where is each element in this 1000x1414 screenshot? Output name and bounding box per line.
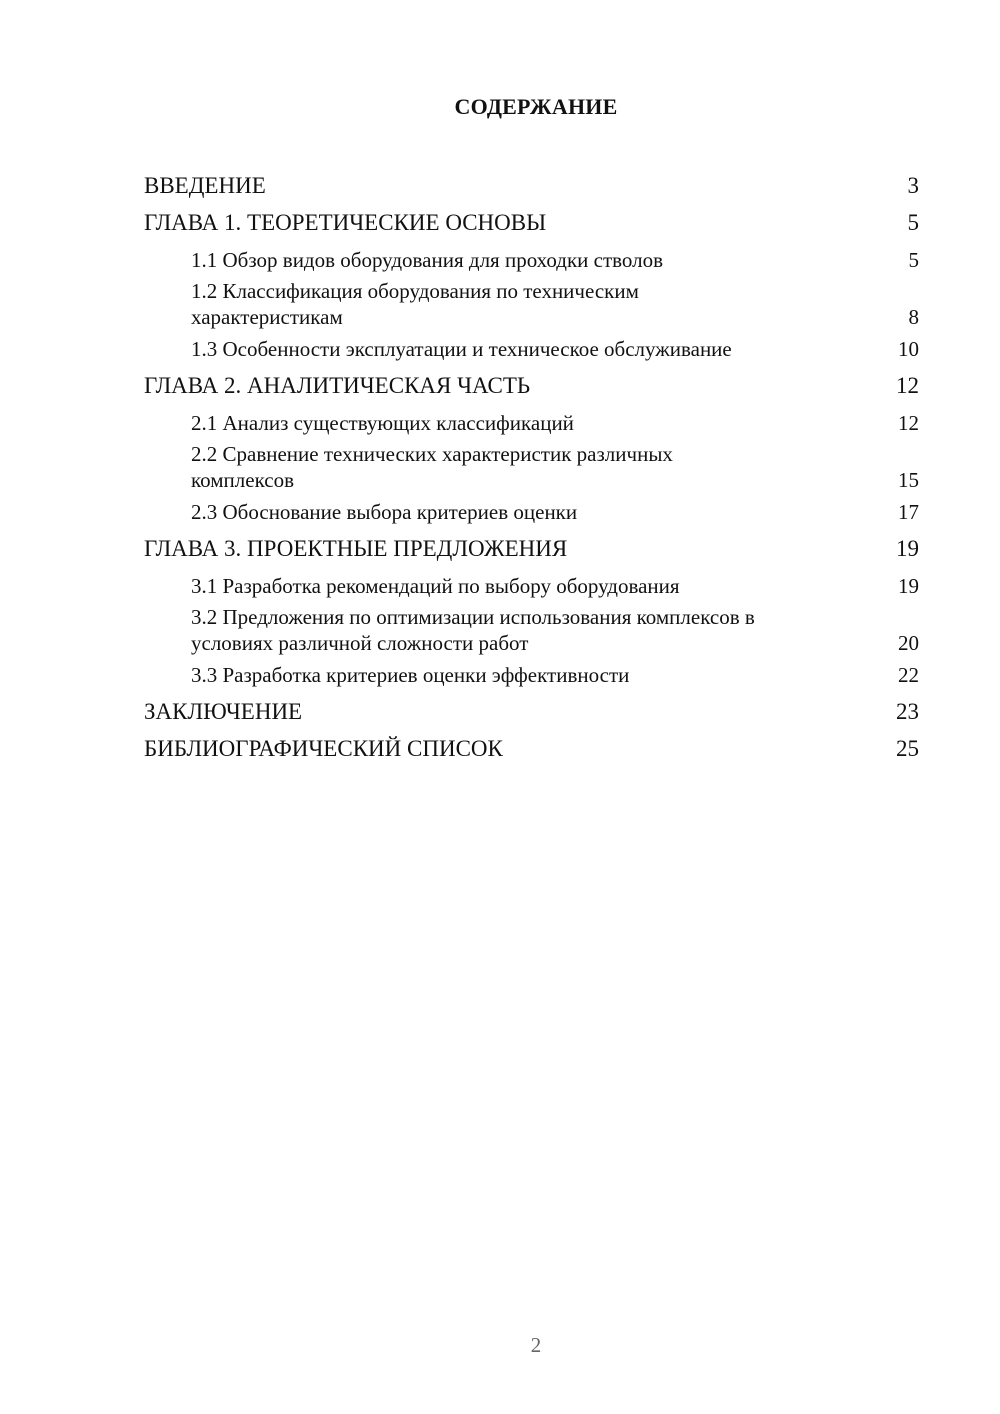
toc-entry-label: 3.1 Разработка рекомендаций по выбору оборудования <box>191 573 680 598</box>
toc-entry-label: 3.3 Разработка критериев оценки эффективности <box>191 662 630 687</box>
toc-entry-page: 5 <box>907 210 919 235</box>
toc-entry-section-3-3[interactable] <box>144 662 919 688</box>
toc-entry-introduction[interactable] <box>144 167 919 204</box>
toc-entry-label: ГЛАВА 2. АНАЛИТИЧЕСКАЯ ЧАСТЬ <box>144 373 531 398</box>
toc-entry-page: 12 <box>898 410 919 435</box>
toc-entry-page: 15 <box>898 468 919 492</box>
toc-entry-page: 25 <box>896 736 919 761</box>
toc-entry-label: ГЛАВА 1. ТЕОРЕТИЧЕСКИЕ ОСНОВЫ <box>144 210 547 235</box>
toc-entry-section-2-2[interactable] <box>144 441 919 493</box>
toc-entry-label: 2.2 Сравнение технических характеристик различных комплексов <box>191 442 673 492</box>
toc-entry-chapter-2[interactable] <box>144 367 919 404</box>
toc-entry-label: ГЛАВА 3. ПРОЕКТНЫЕ ПРЕДЛОЖЕНИЯ <box>144 536 568 561</box>
toc-entry-page: 22 <box>898 662 919 687</box>
toc-entry-chapter-3[interactable] <box>144 530 919 567</box>
toc-entry-section-3-2[interactable] <box>144 604 919 656</box>
toc-entry-section-1-1[interactable] <box>144 247 919 273</box>
page-number: 2 <box>530 1333 542 1357</box>
toc-entry-label: ВВЕДЕНИЕ <box>144 173 266 198</box>
toc-entry-conclusion[interactable] <box>144 693 919 730</box>
toc-entry-page: 5 <box>908 247 919 272</box>
toc-entry-label: 1.3 Особенности эксплуатации и техническое обслуживание <box>191 336 732 361</box>
toc-entry-label: 2.1 Анализ существующих классификаций <box>191 410 574 435</box>
toc-entry-page: 20 <box>898 631 919 655</box>
toc-entry-page: 10 <box>898 336 919 361</box>
toc-entry-label: 1.1 Обзор видов оборудования для проходки стволов <box>191 247 664 272</box>
table-of-contents <box>144 167 919 767</box>
toc-entry-page: 19 <box>896 536 919 561</box>
toc-entry-section-1-3[interactable] <box>144 336 919 362</box>
toc-entry-chapter-1[interactable] <box>144 204 919 241</box>
toc-entry-page: 3 <box>907 173 919 198</box>
page-title: СОДЕРЖАНИЕ <box>454 94 618 119</box>
toc-entry-page: 12 <box>896 373 919 398</box>
toc-entry-bibliography[interactable] <box>144 730 919 767</box>
toc-entry-section-1-2[interactable] <box>144 278 919 330</box>
toc-entry-section-2-1[interactable] <box>144 410 919 436</box>
toc-entry-label: 2.3 Обоснование выбора критериев оценки <box>191 499 578 524</box>
toc-entry-page: 8 <box>908 305 919 329</box>
toc-entry-page: 23 <box>896 699 919 724</box>
toc-entry-section-2-3[interactable] <box>144 499 919 525</box>
toc-entry-label: 3.2 Предложения по оптимизации использования комплексов в условиях различной сложности работ <box>191 605 755 655</box>
toc-entry-label: ЗАКЛЮЧЕНИЕ <box>144 699 303 724</box>
toc-entry-label: БИБЛИОГРАФИЧЕСКИЙ СПИСОК <box>144 736 503 761</box>
toc-entry-label: 1.2 Классификация оборудования по техническим характеристикам <box>191 279 639 329</box>
toc-entry-section-3-1[interactable] <box>144 573 919 599</box>
toc-entry-page: 17 <box>898 499 919 524</box>
toc-entry-page: 19 <box>898 573 919 598</box>
